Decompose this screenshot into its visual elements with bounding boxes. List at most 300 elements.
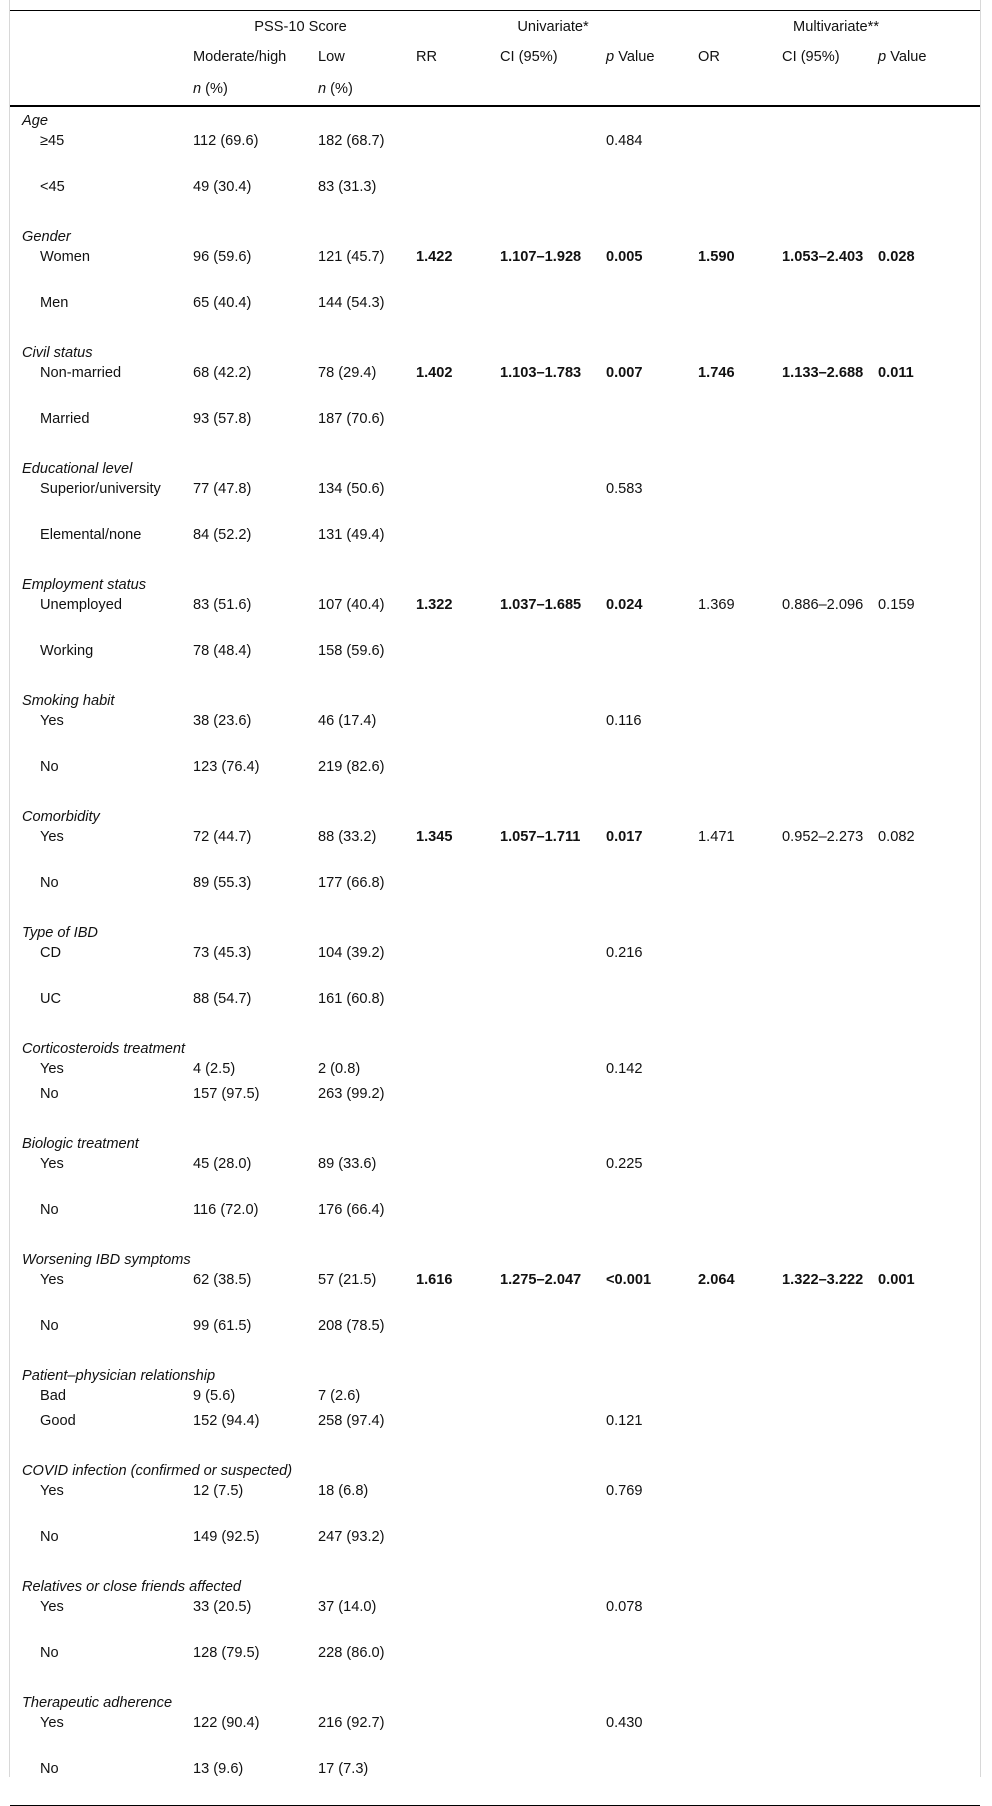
row-label: ≥45: [40, 133, 65, 149]
p-univariate-value: [604, 525, 696, 571]
table-row: [10, 1597, 980, 1643]
or-value: [696, 1059, 780, 1084]
ci-univariate-value: [498, 525, 604, 571]
ci-multivariate-value: [780, 1200, 876, 1246]
ci-multivariate-value: [780, 525, 876, 571]
ci-multivariate-value: 0.886–2.096: [782, 597, 864, 613]
p-multivariate-value: [876, 1059, 980, 1084]
row-label: No: [10, 1759, 191, 1806]
section-title: Employment status: [22, 577, 147, 593]
low-value: 177 (66.8): [318, 875, 385, 891]
rr-value: [414, 1059, 498, 1084]
table-row: [10, 827, 980, 873]
table-row: [10, 595, 980, 641]
low-value: 2 (0.8): [318, 1061, 361, 1077]
rr-value: [414, 943, 498, 989]
or-value: [696, 943, 780, 989]
table-header: [10, 11, 980, 107]
p-univariate-value: [604, 1527, 696, 1573]
ci-multivariate-value: [780, 1643, 876, 1689]
table-row: [10, 943, 980, 989]
p-multivariate-value: 0.001: [878, 1272, 915, 1288]
moderate-high-value: 93 (57.8): [193, 411, 252, 427]
row-label: No: [40, 759, 59, 775]
rr-value: [414, 1481, 498, 1527]
moderate-high-value: 99 (61.5): [193, 1318, 252, 1334]
ci-univariate-value: 1.103–1.783: [500, 365, 582, 381]
ci-multivariate-value: [780, 1084, 876, 1130]
rr-value: [414, 1713, 498, 1759]
p-multivariate-value: [876, 1084, 980, 1130]
moderate-high-value: 122 (90.4): [193, 1715, 260, 1731]
moderate-high-value: 77 (47.8): [193, 481, 252, 497]
p-multivariate-value: [876, 873, 980, 919]
ci-multivariate-value: [780, 293, 876, 339]
rr-value: [414, 1084, 498, 1130]
row-label: <45: [40, 179, 65, 195]
ci-univariate-value: [498, 131, 604, 177]
header-empty-cell: [696, 77, 780, 106]
p-multivariate-value: [876, 131, 980, 177]
ci-multivariate-value: [780, 711, 876, 757]
row-label: Non-married: [40, 365, 122, 381]
p-univariate-value: [604, 1316, 696, 1362]
moderate-high-value: 78 (48.4): [193, 643, 252, 659]
table-body: [10, 106, 980, 1806]
row-label: Yes: [40, 1272, 64, 1288]
table-row: [10, 1316, 980, 1362]
ci-univariate-value: 1.107–1.928: [500, 249, 582, 265]
section-title: Civil status: [22, 345, 93, 361]
section-title: Therapeutic adherence: [22, 1695, 173, 1711]
section-heading-row: [10, 1457, 980, 1481]
table-row: [10, 873, 980, 919]
rr-value: [414, 1411, 498, 1457]
moderate-high-value: 72 (44.7): [193, 829, 252, 845]
or-value: [696, 1481, 780, 1527]
or-value: [696, 1316, 780, 1362]
low-value: 78 (29.4): [318, 365, 377, 381]
section-title: Comorbidity: [22, 809, 100, 825]
header-p-value-multivariate: [876, 41, 980, 77]
ci-univariate-value: [498, 1316, 604, 1362]
low-value: 57 (21.5): [318, 1272, 377, 1288]
p-univariate-value: [604, 1759, 696, 1806]
or-value: [696, 1411, 780, 1457]
p-multivariate-value: [876, 1481, 980, 1527]
header-group-pss: PSS-10 Score: [191, 11, 414, 42]
table-row: [10, 409, 980, 455]
p-multivariate-value: [876, 641, 980, 687]
low-value: 107 (40.4): [318, 597, 385, 613]
header-empty-cell: [10, 77, 191, 106]
moderate-high-value: 62 (38.5): [193, 1272, 252, 1288]
or-value: [696, 525, 780, 571]
ci-multivariate-value: [780, 177, 876, 223]
ci-univariate-value: [498, 1084, 604, 1130]
p-multivariate-value: [876, 409, 980, 455]
table-row: [10, 989, 980, 1035]
p-univariate-value: [604, 1386, 696, 1411]
section-title: Biologic treatment: [22, 1136, 139, 1152]
or-value: 1.369: [698, 597, 735, 613]
p-multivariate-value: [876, 525, 980, 571]
ci-univariate-value: [498, 293, 604, 339]
moderate-high-value: 88 (54.7): [193, 991, 252, 1007]
low-value: 89 (33.6): [318, 1156, 377, 1172]
header-low: Low: [318, 49, 345, 65]
header-column-row: [10, 41, 980, 77]
rr-value: [414, 1759, 498, 1806]
ci-univariate-value: [498, 1643, 604, 1689]
ci-univariate-value: [498, 1713, 604, 1759]
moderate-high-value: 4 (2.5): [193, 1061, 236, 1077]
row-label: CD: [40, 945, 62, 961]
row-label: Yes: [40, 1061, 64, 1077]
moderate-high-value: 116 (72.0): [193, 1202, 259, 1218]
rr-value: [414, 1643, 498, 1689]
or-value: [696, 1084, 780, 1130]
table-row: [10, 363, 980, 409]
or-value: [696, 757, 780, 803]
ci-multivariate-value: [780, 989, 876, 1035]
moderate-high-value: 49 (30.4): [193, 179, 252, 195]
p-univariate-value: 0.430: [606, 1715, 643, 1731]
rr-value: [414, 525, 498, 571]
rr-value: [414, 479, 498, 525]
moderate-high-value: 149 (92.5): [193, 1529, 260, 1545]
section-title: Corticosteroids treatment: [22, 1041, 186, 1057]
p-multivariate-value: 0.159: [878, 597, 915, 613]
row-label: Yes: [40, 1599, 64, 1615]
table-row: [10, 641, 980, 687]
section-title: Type of IBD: [22, 925, 98, 941]
p-multivariate-value: [876, 177, 980, 223]
p-multivariate-value: [876, 1597, 980, 1643]
ci-multivariate-value: [780, 131, 876, 177]
ci-univariate-value: 1.037–1.685: [500, 597, 582, 613]
p-univariate-value: 0.216: [606, 945, 643, 961]
table-row: [10, 247, 980, 293]
table-row: [10, 1059, 980, 1084]
moderate-high-value: 38 (23.6): [193, 713, 252, 729]
ci-univariate-value: [498, 873, 604, 919]
section-heading-row: [10, 919, 980, 943]
low-value: 88 (33.2): [318, 829, 377, 845]
ci-multivariate-value: [780, 1386, 876, 1411]
p-multivariate-value: [876, 989, 980, 1035]
row-label: Unemployed: [40, 597, 122, 613]
row-label: Yes: [40, 1483, 64, 1499]
p-univariate-value: [604, 177, 696, 223]
section-heading-row: [10, 1362, 980, 1386]
low-value: 134 (50.6): [318, 481, 385, 497]
p-univariate-value: [604, 757, 696, 803]
table-row: [10, 293, 980, 339]
low-value: 144 (54.3): [318, 295, 385, 311]
section-title: Age: [22, 113, 48, 129]
header-empty-cell: [604, 77, 696, 106]
rr-value: [414, 131, 498, 177]
low-value: 17 (7.3): [316, 1759, 414, 1806]
row-label: Working: [40, 643, 94, 659]
p-univariate-value: [604, 409, 696, 455]
p-univariate-value: 0.583: [606, 481, 643, 497]
row-label: Good: [40, 1413, 76, 1429]
p-univariate-value: 0.121: [606, 1413, 643, 1429]
header-p-rest: Value: [886, 49, 927, 65]
rr-value: [414, 1527, 498, 1573]
or-value: 1.590: [698, 249, 735, 265]
low-value: 46 (17.4): [318, 713, 377, 729]
ci-univariate-value: [498, 1411, 604, 1457]
section-heading-row: [10, 1246, 980, 1270]
p-multivariate-value: [876, 1200, 980, 1246]
header-rr: RR: [416, 49, 438, 65]
or-value: [696, 711, 780, 757]
moderate-high-value: 157 (97.5): [193, 1086, 260, 1102]
p-multivariate-value: [876, 1759, 980, 1806]
section-heading-row: [10, 803, 980, 827]
rr-value: [414, 409, 498, 455]
row-label: No: [40, 1529, 59, 1545]
header-p-italic: p: [878, 49, 887, 65]
low-value: 182 (68.7): [318, 133, 385, 149]
low-value: 228 (86.0): [318, 1645, 385, 1661]
results-table: [10, 10, 980, 1806]
rr-value: [414, 1200, 498, 1246]
header-p-rest: Value: [614, 49, 655, 65]
low-value: 161 (60.8): [318, 991, 385, 1007]
or-value: [696, 1713, 780, 1759]
section-heading-row: [10, 1130, 980, 1154]
p-multivariate-value: 0.082: [878, 829, 915, 845]
table-row: [10, 1713, 980, 1759]
p-univariate-value: [604, 989, 696, 1035]
ci-univariate-value: [498, 1154, 604, 1200]
section-title: Worsening IBD symptoms: [22, 1252, 191, 1268]
header-ci-univariate: CI (95%): [500, 49, 558, 65]
header-empty-cell: [498, 77, 604, 106]
section-heading-row: [10, 1573, 980, 1597]
ci-univariate-value: [498, 1527, 604, 1573]
header-n-rest: (%): [326, 81, 353, 97]
moderate-high-value: 73 (45.3): [193, 945, 252, 961]
row-label: Yes: [40, 829, 64, 845]
header-n-italic: n: [193, 81, 202, 97]
or-value: 2.064: [698, 1272, 735, 1288]
rr-value: [414, 1597, 498, 1643]
low-value: 216 (92.7): [318, 1715, 385, 1731]
p-univariate-value: [604, 641, 696, 687]
header-n-rest: (%): [201, 81, 228, 97]
p-univariate-value: 0.225: [606, 1156, 643, 1172]
moderate-high-value: 128 (79.5): [193, 1645, 260, 1661]
low-value: 104 (39.2): [318, 945, 385, 961]
section-title: Gender: [22, 229, 71, 245]
moderate-high-value: 89 (55.3): [193, 875, 252, 891]
header-empty-cell: [10, 41, 191, 77]
row-label: Women: [40, 249, 91, 265]
table-row: [10, 1411, 980, 1457]
moderate-high-value: 84 (52.2): [193, 527, 252, 543]
row-label: No: [40, 875, 59, 891]
ci-multivariate-value: 1.133–2.688: [782, 365, 864, 381]
low-value: 121 (45.7): [318, 249, 385, 265]
ci-univariate-value: [498, 409, 604, 455]
table-row: [10, 711, 980, 757]
section-title: Smoking habit: [22, 693, 115, 709]
p-univariate-value: 0.024: [606, 597, 643, 613]
ci-univariate-value: 1.057–1.711: [500, 829, 581, 845]
p-multivariate-value: [876, 1154, 980, 1200]
moderate-high-value: 83 (51.6): [193, 597, 252, 613]
p-univariate-value: <0.001: [606, 1272, 652, 1288]
ci-multivariate-value: [780, 1713, 876, 1759]
p-univariate-value: [604, 1084, 696, 1130]
or-value: 1.471: [698, 829, 735, 845]
p-multivariate-value: [876, 1643, 980, 1689]
section-title: Relatives or close friends affected: [22, 1579, 242, 1595]
ci-multivariate-value: [780, 1527, 876, 1573]
moderate-high-value: 33 (20.5): [193, 1599, 252, 1615]
table-row: [10, 479, 980, 525]
header-n-percent: [316, 77, 414, 106]
p-univariate-value: 0.078: [606, 1599, 643, 1615]
row-label: No: [40, 1086, 59, 1102]
ci-multivariate-value: 0.952–2.273: [782, 829, 864, 845]
ci-multivariate-value: [780, 641, 876, 687]
ci-multivariate-value: [780, 757, 876, 803]
ci-univariate-value: [498, 1200, 604, 1246]
section-heading-row: [10, 1035, 980, 1059]
table-row: [10, 1200, 980, 1246]
or-value: [696, 479, 780, 525]
ci-multivariate-value: [780, 1154, 876, 1200]
table-row: [10, 1386, 980, 1411]
p-multivariate-value: 0.028: [878, 249, 915, 265]
row-label: Yes: [40, 1156, 64, 1172]
table-row: [10, 525, 980, 571]
low-value: 247 (93.2): [318, 1529, 385, 1545]
p-multivariate-value: [876, 293, 980, 339]
table-row: [10, 1084, 980, 1130]
ci-univariate-value: [498, 711, 604, 757]
p-univariate-value: [604, 1200, 696, 1246]
p-multivariate-value: [876, 1386, 980, 1411]
moderate-high-value: 152 (94.4): [193, 1413, 260, 1429]
header-moderate-high: Moderate/high: [193, 49, 287, 65]
table-row: [10, 1154, 980, 1200]
rr-value: [414, 1316, 498, 1362]
or-value: [696, 131, 780, 177]
header-n-italic: n: [318, 81, 327, 97]
rr-value: [414, 1386, 498, 1411]
row-label: Yes: [40, 713, 64, 729]
low-value: 7 (2.6): [318, 1388, 361, 1404]
p-multivariate-value: [876, 479, 980, 525]
p-univariate-value: 0.484: [606, 133, 643, 149]
ci-univariate-value: [498, 1481, 604, 1527]
low-value: 158 (59.6): [318, 643, 385, 659]
ci-multivariate-value: [780, 409, 876, 455]
or-value: [696, 1527, 780, 1573]
row-label: No: [40, 1202, 59, 1218]
rr-value: [414, 711, 498, 757]
ci-multivariate-value: [780, 943, 876, 989]
moderate-high-value: 45 (28.0): [193, 1156, 252, 1172]
p-univariate-value: [604, 293, 696, 339]
p-univariate-value: 0.142: [606, 1061, 643, 1077]
rr-value: [414, 757, 498, 803]
or-value: [696, 873, 780, 919]
or-value: [696, 1386, 780, 1411]
header-group-row: [10, 11, 980, 42]
ci-multivariate-value: 1.053–2.403: [782, 249, 864, 265]
p-multivariate-value: [876, 711, 980, 757]
low-value: 131 (49.4): [318, 527, 385, 543]
table-row: [10, 1643, 980, 1689]
header-group-univariate: Univariate*: [414, 11, 696, 42]
p-univariate-value: [604, 1643, 696, 1689]
ci-multivariate-value: [780, 873, 876, 919]
rr-value: [414, 177, 498, 223]
moderate-high-value: 12 (7.5): [193, 1483, 244, 1499]
row-label: UC: [40, 991, 62, 1007]
section-title: COVID infection (confirmed or suspected): [22, 1463, 293, 1479]
low-value: 208 (78.5): [318, 1318, 385, 1334]
header-empty-cell: [876, 77, 980, 106]
ci-univariate-value: [498, 989, 604, 1035]
rr-value: [414, 1154, 498, 1200]
table-row: [10, 1270, 980, 1316]
ci-multivariate-value: 1.322–3.222: [782, 1272, 864, 1288]
table-row: [10, 1759, 980, 1806]
header-empty-cell: [10, 11, 191, 42]
p-univariate-value: 0.007: [606, 365, 643, 381]
section-heading-row: [10, 106, 980, 131]
header-empty-cell: [780, 77, 876, 106]
ci-univariate-value: [498, 479, 604, 525]
ci-univariate-value: [498, 641, 604, 687]
moderate-high-value: 65 (40.4): [193, 295, 252, 311]
or-value: [696, 293, 780, 339]
moderate-high-value: 68 (42.2): [193, 365, 252, 381]
rr-value: [414, 989, 498, 1035]
or-value: [696, 1200, 780, 1246]
header-ci-multivariate: CI (95%): [782, 49, 840, 65]
rr-value: 1.322: [416, 597, 453, 613]
p-multivariate-value: [876, 1527, 980, 1573]
ci-univariate-value: 1.275–2.047: [500, 1272, 582, 1288]
p-multivariate-value: [876, 1316, 980, 1362]
or-value: [696, 409, 780, 455]
low-value: 263 (99.2): [318, 1086, 385, 1102]
or-value: [696, 989, 780, 1035]
row-label: No: [40, 1318, 59, 1334]
or-value: [696, 1597, 780, 1643]
rr-value: 1.345: [416, 829, 453, 845]
section-heading-row: [10, 339, 980, 363]
rr-value: 1.616: [416, 1272, 453, 1288]
header-or: OR: [698, 49, 720, 65]
header-n-row: [10, 77, 980, 106]
low-value: 18 (6.8): [318, 1483, 369, 1499]
moderate-high-value: 13 (9.6): [191, 1759, 316, 1806]
ci-univariate-value: [498, 1386, 604, 1411]
row-label: Bad: [40, 1388, 66, 1404]
moderate-high-value: 123 (76.4): [193, 759, 260, 775]
